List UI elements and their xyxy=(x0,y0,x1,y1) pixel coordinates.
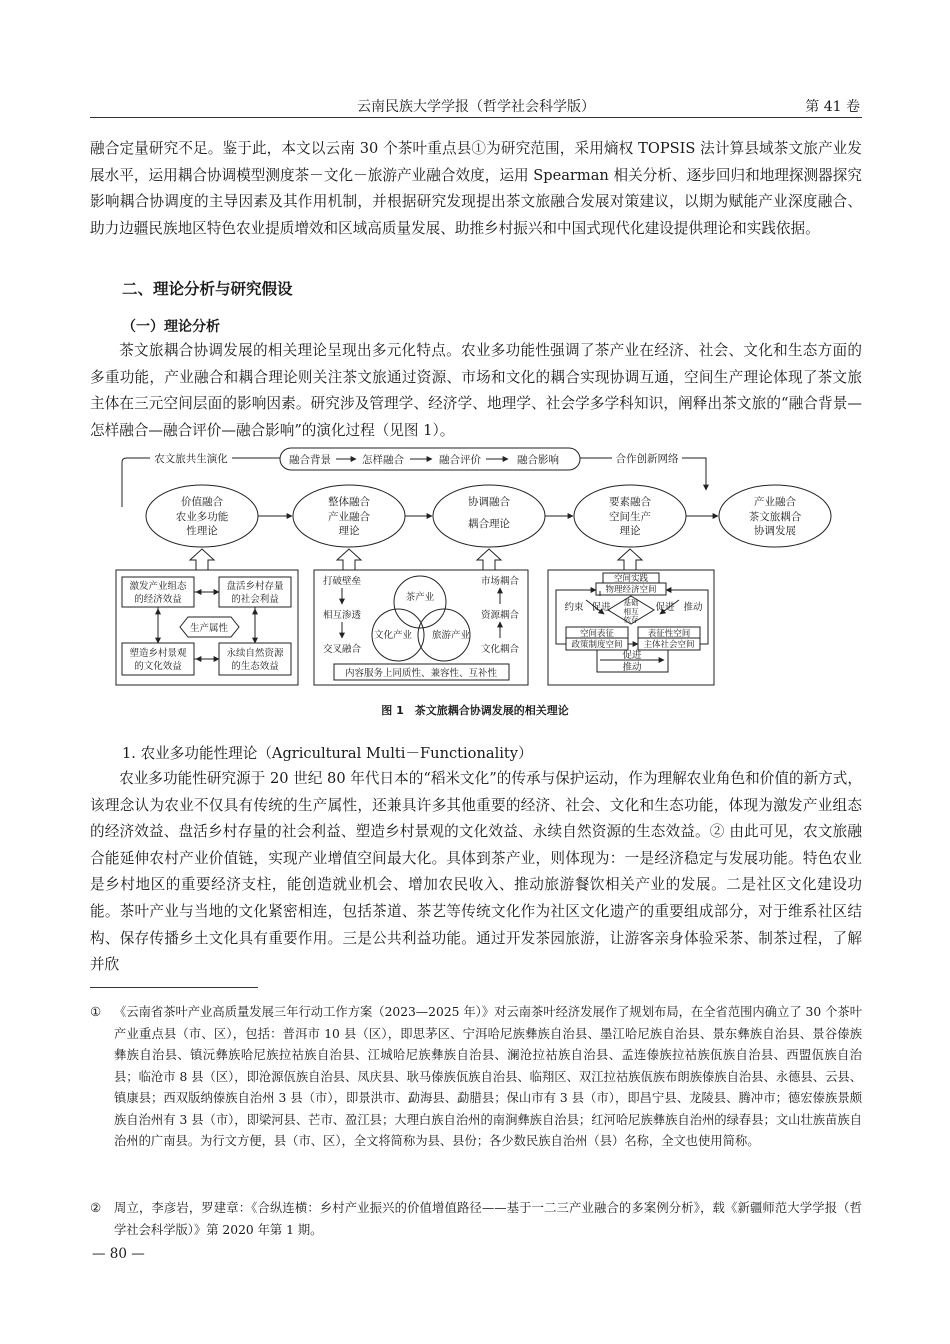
ellipse-1-line1: 农业多功能 xyxy=(175,511,229,523)
ellipse-2-line1: 产业融合 xyxy=(328,511,370,523)
box2-right-3: 文化耦合 xyxy=(480,644,520,655)
theory-paragraph: 茶文旅耦合协调发展的相关理论呈现出多元化特点。农业多功能性强调了茶产业在经济、社会、文化和生态方面的多重功能，产业融合和耦合理论则关注茶文旅通过资源、市场和文化的耦合实现协调互通，空间生产理论体现了茶文旅主体在三元空间层面的影响因素。研究涉及管理学、经济学、地理学、社会学多学科知识，阐释出茶文旅的“融合背景—怎样融合—融合评价—融合影响”的演化过程（见图 1）。 xyxy=(90,342,862,439)
spatial-representation: 空间表征 xyxy=(579,629,615,639)
volume-number: 第 41 卷 xyxy=(805,99,860,115)
subsection-heading: （一）理论分析 xyxy=(122,319,220,335)
box2-left-1: 打破壁垒 xyxy=(322,576,362,587)
ellipse-4-line1: 空间生产 xyxy=(609,511,651,523)
box2-right-1: 市场耦合 xyxy=(480,576,520,587)
policy-space: 政策制度空间 xyxy=(571,640,623,650)
stage-4: 融合影响 xyxy=(517,454,559,466)
ellipse-4-title: 要素融合 xyxy=(609,496,651,508)
feedback-line-right2 xyxy=(682,458,706,490)
ellipse-2-line2: 理论 xyxy=(338,525,360,537)
ellipse-5-line2: 协调发展 xyxy=(754,525,796,537)
footnote-2 xyxy=(90,1198,862,1241)
economic-benefit-l2: 的经济效益 xyxy=(134,594,182,605)
footnote-2-text: 周立，李彦岩，罗建章：《合纵连横：乡村产业振兴的价值增值路径——基于一二三产业融合的多案例分析》，载《新疆师范大学学报（哲学社会科学版）》第 2020 年第 1 期。 xyxy=(114,1201,862,1237)
promote-label-2: 促进 xyxy=(655,602,675,613)
up-arrow-1 xyxy=(190,549,214,570)
ecological-benefit-l2: 的生态效益 xyxy=(231,661,279,672)
stage-1: 融合背景 xyxy=(289,454,331,466)
social-benefit-l1: 盘活乡村存量 xyxy=(226,581,284,592)
multifunctionality-paragraph: 农业多功能性研究源于 20 世纪 80 年代日本的“稻米文化”的传承与保护运动，作为理解农业角色和价值的新方式，该理念认为农业不仅具有传统的生产属性，还兼具许多其他重要的经济、社会、文化和生态功能，体现为激发产业组态的经济效益、盘活乡村存量的社会利益、塑造乡村景观的文化效益、永续自然资源的生态效益。② 由此可见，农文旅融合能延伸农村产业价值链，实现产业增值空间最大化。具体到茶产业，则体现为：一是经济稳定与发展功能。特色农业是乡村地区的重要经济支柱，能创造就业机会、增加农民收入、推动旅游餐饮相关产业的发展。二是社区文化建设功能。茶叶产业与当地的文化紧密相连，包括茶道、茶艺等传统文化作为社区文化遗产的重要组成部分，对于维系社区结构、保存传播乡土文化具有重要作用。三是公共利益功能。通过开发茶园旅游，让游客亲身体验采茶、制茶过程，了解并欣 xyxy=(90,770,862,974)
journal-title: 云南民族大学学报（哲学社会科学版） xyxy=(357,99,595,115)
label-coevolution: 农文旅共生演化 xyxy=(154,453,228,465)
spatial-practice: 空间实践 xyxy=(613,574,649,584)
box2-left-2: 相互渗透 xyxy=(322,610,362,621)
circle-tourism-label: 旅游产业 xyxy=(431,630,471,641)
box2-bottom-text: 内容服务上同质性、兼容性、互补性 xyxy=(344,668,498,679)
page-number: — 80 — xyxy=(92,1246,145,1262)
cultural-benefit-l1: 塑造乡村景观 xyxy=(129,648,187,659)
box2-right-2: 资源耦合 xyxy=(480,610,520,621)
figure-caption: 图 1 茶文旅耦合协调发展的相关理论 xyxy=(381,704,569,717)
subsection-1-title: 1. 农业多功能性理论（Agricultural Multi－Functionality） xyxy=(122,745,533,762)
circle-culture-label: 文化产业 xyxy=(373,630,413,641)
ellipse-1-line2: 性理论 xyxy=(186,525,218,537)
footnote-1-mark: ① xyxy=(90,1005,102,1019)
core-2: 相互 xyxy=(623,607,639,616)
stage-3: 融合评价 xyxy=(439,454,481,466)
ellipse-4-line2: 理论 xyxy=(619,525,641,537)
cultural-benefit-l2: 的文化效益 xyxy=(134,661,182,672)
footnote-2-mark: ② xyxy=(90,1201,102,1215)
physical-economic-space: 物理经济空间 xyxy=(605,585,657,595)
ellipse-5-title: 产业融合 xyxy=(754,496,796,508)
push-label-2: 推动 xyxy=(622,662,642,673)
ecological-benefit-l1: 永续自然资源 xyxy=(226,648,284,659)
up-arrow-2 xyxy=(337,549,361,570)
subject-social-space: 主体社会空间 xyxy=(643,640,695,650)
ellipse-1-title: 价值融合 xyxy=(181,496,223,508)
circle-tea-label: 茶产业 xyxy=(405,592,435,603)
social-benefit-l2: 的社会利益 xyxy=(231,594,279,605)
economic-benefit-l1: 激发产业组态 xyxy=(129,581,187,592)
promote-label-3: 促进 xyxy=(622,650,642,661)
ellipse-5-line1: 茶文旅耦合 xyxy=(748,511,802,523)
ellipse-2-title: 整体融合 xyxy=(328,496,370,508)
box2-left-3: 交叉融合 xyxy=(322,644,362,655)
intro-paragraph: 融合定量研究不足。鉴于此，本文以云南 30 个茶叶重点县①为研究范围，采用熵权 TOPSIS 法计算县域茶文旅产业发展水平，运用耦合协调模型测度茶－文化－旅游产业融合效度，运用 Spearman 相关分析、逐步回归和地理探测器探究影响耦合协调度的主导因素及其作用机制，并根据研究发现提出茶文旅融合发展对策建议，以期为赋能产业深度融合、助力边疆民族地区特色农业提质增效和区域高质量发展、助推乡村振兴和中国式现代化建设提供理论和实践依据。 xyxy=(90,140,862,237)
ellipse-coordination-fusion xyxy=(433,485,545,547)
footnote-rule xyxy=(90,987,258,988)
label-innovation-network: 合作创新网络 xyxy=(615,453,679,465)
footnote-1-text: 《云南省茶叶产业高质量发展三年行动工作方案（2023—2025 年）》对云南茶叶经济发展作了规划布局，在全省范围内确立了 30 个茶叶产业重点县（市、区），包括：普洱市 10 县（区），即思茅区、宁洱哈尼族彝族自治县、墨江哈尼族自治县、景东彝族自治县、景谷傣族彝族自治县、镇沅彝族哈尼族拉祜族自治县、江城哈尼族彝族自治县、澜沧拉祜族自治县、孟连傣族拉祜族佤族自治县、西盟佤族自治县；临沧市 8 县（区），即沧源佤族自治县、凤庆县、耿马傣族佤族自治县、临翔区、双江拉祜族佤族布朗族傣族自治县、永德县、云县、镇康县；西双版纳傣族自治州 3 县（市），即景洪市、勐海县、勐腊县；保山市有 3 县（市），即昌宁县、龙陵县、腾冲市；德宏傣族景颇族自治州有 3 县（市），即梁河县、芒市、盈江县；大理白族自治州的南涧彝族自治县；红河哈尼族彝族自治州的绿春县；文山壮族苗族自治州的广南县。为行文方便，县（市、区），全文将简称为县、县份；各少数民族自治州（县）名称，全文也使用简称。 xyxy=(114,1005,862,1148)
core-1: 基础 xyxy=(623,598,639,607)
representational-space: 表征性空间 xyxy=(647,629,691,639)
ellipse-3-title: 协调融合 xyxy=(468,496,510,508)
production-attribute: 生产属性 xyxy=(189,623,229,634)
up-arrow-4 xyxy=(618,549,642,570)
push-label-1: 推动 xyxy=(683,602,703,613)
ellipse-3-line1: 耦合理论 xyxy=(468,518,510,530)
constraint-label: 约束 xyxy=(564,602,584,613)
up-arrow-3 xyxy=(477,549,501,570)
feedback-line-left xyxy=(122,458,150,507)
footnote-1 xyxy=(90,1002,862,1153)
core-3: 依存 xyxy=(623,615,639,624)
stage-2: 怎样融合 xyxy=(362,454,404,466)
section-heading: 二、理论分析与研究假设 xyxy=(122,280,293,298)
promote-label-1: 促进 xyxy=(591,602,611,613)
